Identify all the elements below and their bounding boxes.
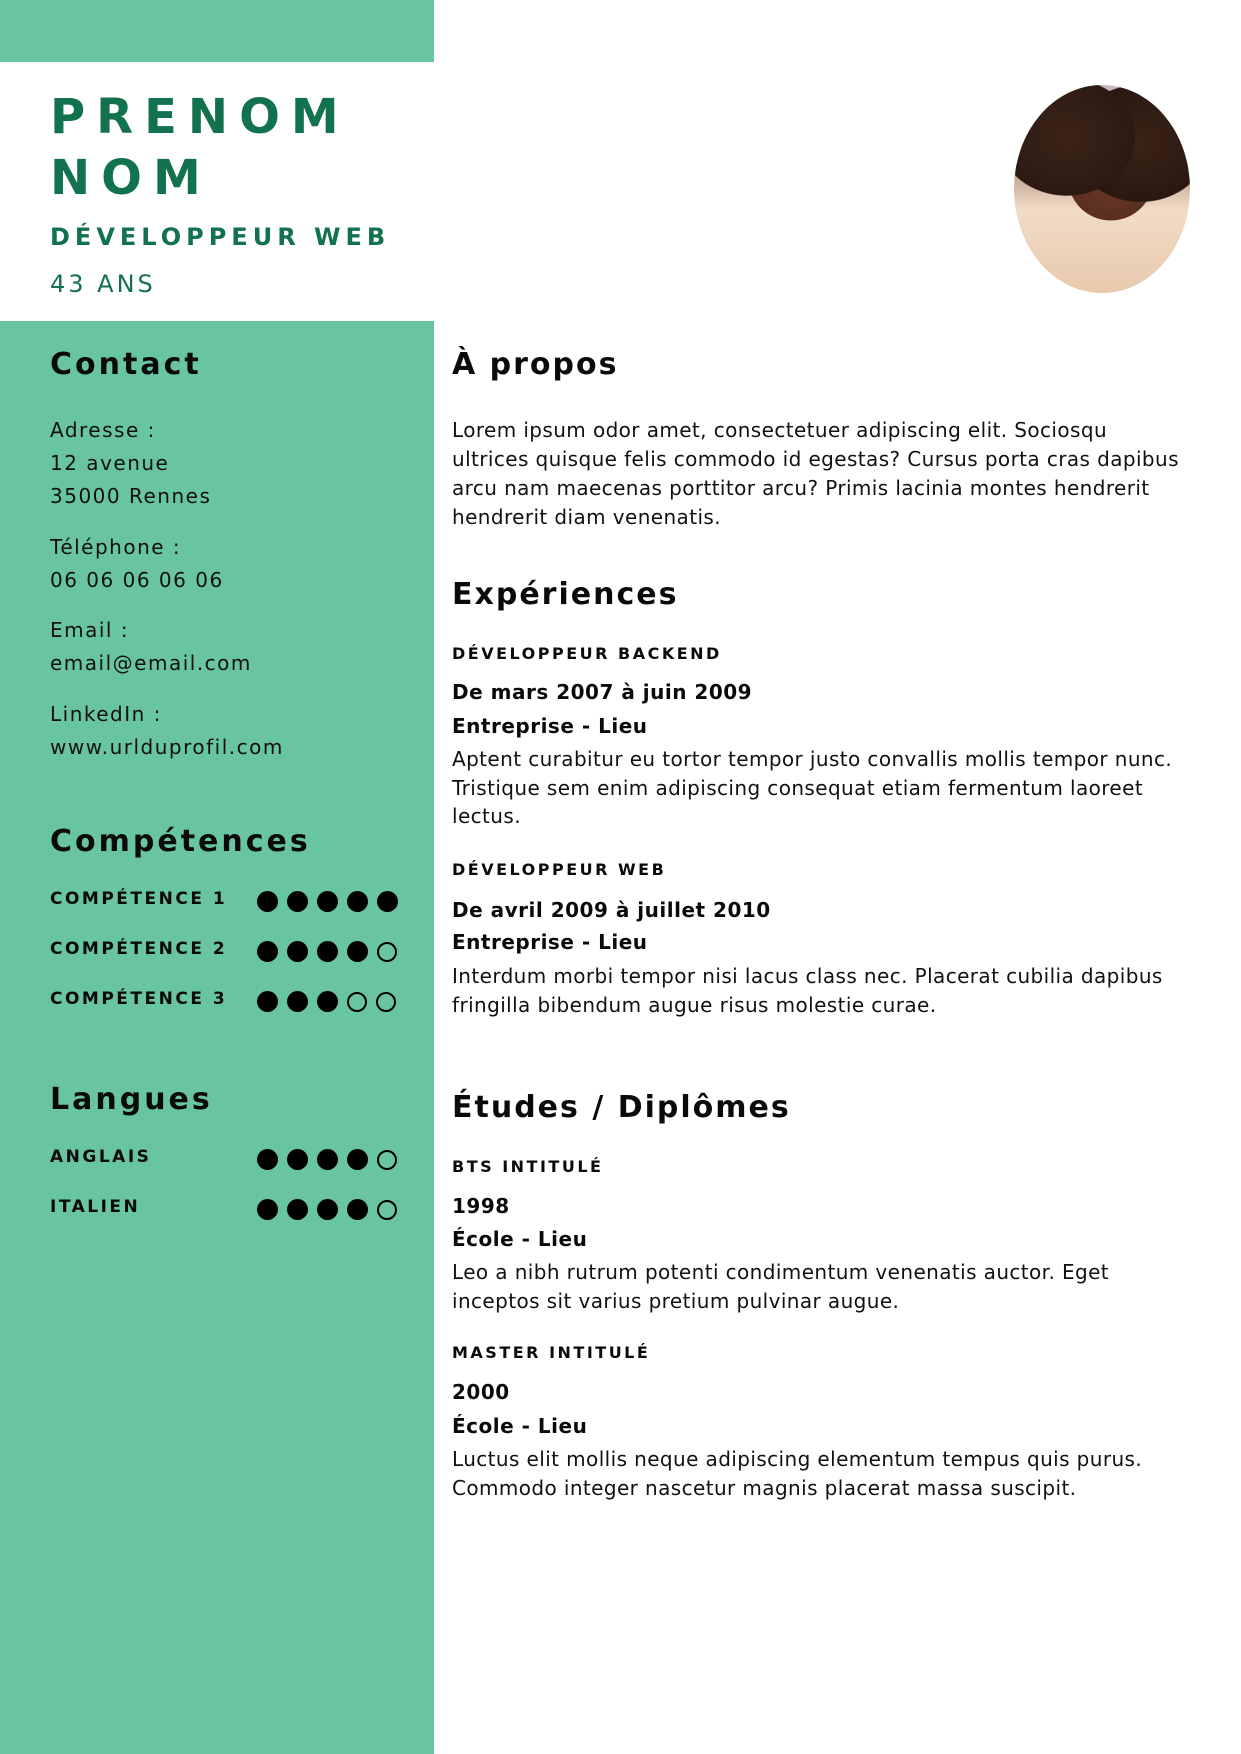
language-label: ANGLAIS [50,1147,152,1167]
filled-dot-icon [257,1199,278,1220]
experiences-heading: Expériences [452,577,679,612]
profile-photo [1014,85,1190,293]
education-year: 2000 [452,1380,510,1404]
email-link[interactable]: email@email.com [50,651,252,675]
filled-dot-icon [287,941,308,962]
filled-dot-icon [347,1149,368,1170]
experience-text-line: Tristique sem enim adipiscing consequat etiam fermentum laoreet [452,776,1144,800]
filled-dot-icon [287,1199,308,1220]
about-text-line: arcu nam maecenas porttitor arcu? Primis lacinia montes hendrerit [452,476,1150,500]
filled-dot-icon [317,1199,338,1220]
filled-dot-icon [347,1199,368,1220]
education-text-line: Commodo integer nascetur magnis placerat massa suscipit. [452,1476,1077,1500]
skill-rating [257,941,397,962]
last-name: NOM [50,150,212,206]
about-heading: À propos [452,347,619,382]
filled-dot-icon [377,891,398,912]
address-line1: 12 avenue [50,451,170,475]
education-degree: BTS INTITULÉ [452,1157,604,1176]
experience-text-line: Aptent curabitur eu tortor tempor justo convallis mollis tempor nunc. [452,747,1173,771]
language-rating [257,1199,397,1220]
linkedin-link[interactable]: www.urlduprofil.com [50,735,284,759]
filled-dot-icon [347,941,368,962]
skill-label: COMPÉTENCE 3 [50,989,228,1009]
phone-value: 06 06 06 06 06 [50,568,224,592]
filled-dot-icon [287,991,308,1012]
empty-dot-icon [347,992,367,1012]
filled-dot-icon [287,1149,308,1170]
experience-text-line: Interdum morbi tempor nisi lacus class nec. Placerat cubilia dapibus [452,964,1163,988]
experience-text-line: lectus. [452,804,521,828]
education-school: École - Lieu [452,1414,588,1438]
filled-dot-icon [257,941,278,962]
experience-role: DÉVELOPPEUR BACKEND [452,644,722,663]
experience-dates: De avril 2009 à juillet 2010 [452,898,771,922]
contact-heading: Contact [50,347,202,382]
filled-dot-icon [317,991,338,1012]
experience-company: Entreprise - Lieu [452,714,648,738]
address-label: Adresse : [50,418,156,442]
education-year: 1998 [452,1194,510,1218]
empty-dot-icon [377,1200,397,1220]
skill-label: COMPÉTENCE 2 [50,939,228,959]
filled-dot-icon [287,891,308,912]
filled-dot-icon [317,891,338,912]
languages-heading: Langues [50,1082,213,1117]
education-text-line: Leo a nibh rutrum potenti condimentum venenatis auctor. Eget [452,1260,1110,1284]
empty-dot-icon [377,1150,397,1170]
filled-dot-icon [257,991,278,1012]
email-label: Email : [50,618,130,642]
education-heading: Études / Diplômes [452,1090,791,1125]
experience-dates: De mars 2007 à juin 2009 [452,680,753,704]
phone-label: Téléphone : [50,535,182,559]
experience-role: DÉVELOPPEUR WEB [452,860,667,879]
experience-company: Entreprise - Lieu [452,930,648,954]
filled-dot-icon [257,1149,278,1170]
education-school: École - Lieu [452,1227,588,1251]
skill-rating [257,991,396,1012]
education-text-line: Luctus elit mollis neque adipiscing elementum tempus quis purus. [452,1447,1143,1471]
education-text-line: inceptos sit varius pretium pulvinar augue. [452,1289,900,1313]
age: 43 ANS [50,270,156,298]
experience-text-line: fringilla bibendum augue risus molestie curae. [452,993,937,1017]
filled-dot-icon [317,1149,338,1170]
skills-heading: Compétences [50,824,311,859]
about-text-line: ultrices quisque felis commodo id egestas? Cursus porta cras dapibus [452,447,1179,471]
language-label: ITALIEN [50,1197,141,1217]
header-accent-band [0,0,434,62]
skill-rating [257,891,398,912]
filled-dot-icon [317,941,338,962]
first-name: PRENOM [50,89,350,145]
filled-dot-icon [257,891,278,912]
education-degree: MASTER INTITULÉ [452,1343,651,1362]
about-text-line: Lorem ipsum odor amet, consectetuer adipiscing elit. Sociosqu [452,418,1108,442]
address-line2: 35000 Rennes [50,484,212,508]
linkedin-label: LinkedIn : [50,702,162,726]
about-text-line: hendrerit diam venenatis. [452,505,721,529]
empty-dot-icon [376,992,396,1012]
empty-dot-icon [377,942,397,962]
filled-dot-icon [347,891,368,912]
job-title: DÉVELOPPEUR WEB [50,223,391,251]
language-rating [257,1149,397,1170]
skill-label: COMPÉTENCE 1 [50,889,228,909]
